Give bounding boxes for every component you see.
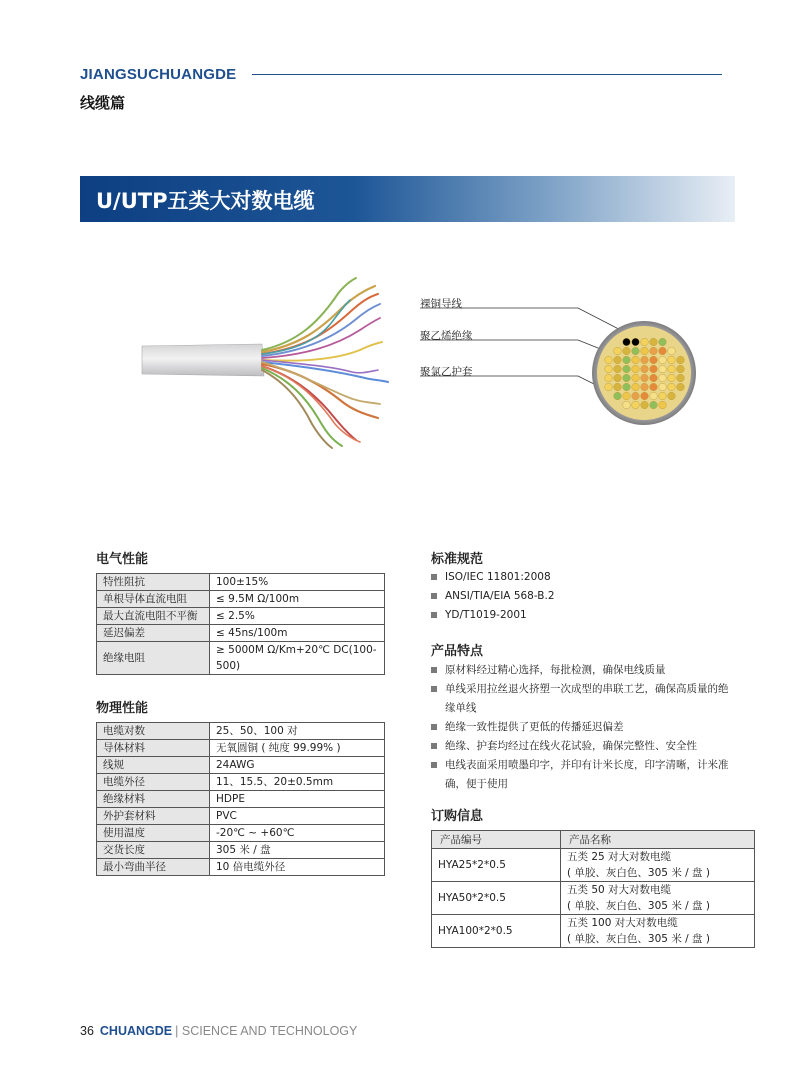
footer-company: CHUANGDE xyxy=(99,1024,173,1038)
order-table xyxy=(431,830,755,948)
product-code: HYA100*2*0.5 xyxy=(432,915,561,948)
conductor-dot xyxy=(677,365,685,373)
conductor-dot xyxy=(605,365,613,373)
product-name: 五类 100 对大对数电缆 ( 单胶、灰白色、305 米 / 盘 ) xyxy=(561,915,755,948)
conductor-dot xyxy=(650,401,658,409)
conductor-dot xyxy=(623,374,631,382)
conductor-dot xyxy=(650,392,658,400)
conductor-dot xyxy=(632,392,640,400)
conductor-dot xyxy=(641,392,649,400)
bullet-icon xyxy=(431,593,437,599)
bullet-icon xyxy=(431,667,437,673)
table-header-row xyxy=(432,831,755,849)
conductor-dot xyxy=(659,374,667,382)
section-title: 线缆篇 xyxy=(80,94,126,112)
conductor-dot xyxy=(659,392,667,400)
list-item: 电线表面采用喷墨印字，并印有计米长度，印字清晰，计米准确，便于使用 xyxy=(431,756,733,794)
product-code: HYA25*2*0.5 xyxy=(432,849,561,882)
cable-cross-section xyxy=(592,321,696,425)
conductor-dot xyxy=(659,338,667,346)
conductor-dot xyxy=(632,365,640,373)
electrical-table xyxy=(96,573,385,675)
product-name: 五类 25 对大对数电缆 ( 单胶、灰白色、305 米 / 盘 ) xyxy=(561,849,755,882)
conductor-dot xyxy=(605,356,613,364)
list-item: YD/T1019-2001 xyxy=(431,606,751,625)
list-item: 绝缘一致性提供了更低的传播延迟偏差 xyxy=(431,718,733,737)
conductor-dot xyxy=(677,383,685,391)
conductor-dot xyxy=(623,356,631,364)
conductor-dot xyxy=(632,401,640,409)
table-row: 单根导体直流电阻 ≤ 9.5M Ω/100m xyxy=(97,591,385,608)
bullet-icon xyxy=(431,574,437,580)
conductor-dot xyxy=(659,365,667,373)
conductor-dot xyxy=(641,383,649,391)
conductor-dot xyxy=(605,374,613,382)
table-row: 使用温度 -20℃ ~ +60℃ xyxy=(97,825,385,842)
conductor-dot xyxy=(614,365,622,373)
table-row: 外护套材料 PVC xyxy=(97,808,385,825)
wire-bundles xyxy=(262,278,388,448)
list-item: ANSI/TIA/EIA 568-B.2 xyxy=(431,587,751,606)
conductor-dot xyxy=(641,401,649,409)
page-footer xyxy=(80,1024,357,1038)
conductor-dot xyxy=(677,356,685,364)
table-row: 最大直流电阻不平衡 ≤ 2.5% xyxy=(97,608,385,625)
conductor-dot xyxy=(623,392,631,400)
conductor-dot xyxy=(650,338,658,346)
features-heading: 产品特点 xyxy=(431,644,484,659)
list-item: 单线采用拉丝退火挤塑一次成型的串联工艺，确保高质量的绝缘单线 xyxy=(431,680,733,718)
label-bare-copper: 裸铜导线 xyxy=(420,298,462,310)
page-title: U/UTP五类大对数电缆 xyxy=(96,189,315,213)
conductor-dot xyxy=(614,383,622,391)
table-row: 延迟偏差 ≤ 45ns/100m xyxy=(97,625,385,642)
table-row: 绝缘电阻 ≥ 5000M Ω/Km+20℃ DC(100-500) xyxy=(97,642,385,675)
conductor-dot xyxy=(632,383,640,391)
conductor-dot xyxy=(641,347,649,355)
conductor-dot xyxy=(632,338,640,346)
conductor-dot xyxy=(668,374,676,382)
conductor-dot xyxy=(668,356,676,364)
conductor-dot xyxy=(605,383,613,391)
table-row: 电缆对数 25、50、100 对 xyxy=(97,723,385,740)
product-code: HYA50*2*0.5 xyxy=(432,882,561,915)
list-item: 绝缘、护套均经过在线火花试验，确保完整性、安全性 xyxy=(431,737,733,756)
conductor-dot xyxy=(650,374,658,382)
product-name: 五类 50 对大对数电缆 ( 单胶、灰白色、305 米 / 盘 ) xyxy=(561,882,755,915)
conductor-dot xyxy=(641,338,649,346)
conductor-dot xyxy=(641,374,649,382)
conductor-dot xyxy=(650,383,658,391)
order-heading: 订购信息 xyxy=(431,809,484,824)
table-row: 特性阻抗 100±15% xyxy=(97,574,385,591)
page-number: 36 xyxy=(80,1024,94,1038)
standards-list xyxy=(431,568,751,625)
conductor-dot xyxy=(668,383,676,391)
standards-heading: 标准规范 xyxy=(431,552,484,567)
conductor-dot xyxy=(614,347,622,355)
bullet-icon xyxy=(431,762,437,768)
bullet-icon xyxy=(431,724,437,730)
footer-tagline: | SCIENCE AND TECHNOLOGY xyxy=(175,1024,358,1038)
conductor-dot xyxy=(677,374,685,382)
bullet-icon xyxy=(431,743,437,749)
conductor-dot xyxy=(623,401,631,409)
electrical-heading: 电气性能 xyxy=(96,552,149,567)
conductor-dot xyxy=(668,392,676,400)
conductor-dot xyxy=(650,356,658,364)
features-list xyxy=(431,661,733,794)
list-item: ISO/IEC 11801:2008 xyxy=(431,568,751,587)
table-row: 线规 24AWG xyxy=(97,757,385,774)
physical-heading: 物理性能 xyxy=(96,701,149,716)
conductor-dot xyxy=(668,347,676,355)
conductor-dot xyxy=(614,356,622,364)
conductor-dot xyxy=(641,356,649,364)
conductor-dot xyxy=(659,356,667,364)
conductor-dot xyxy=(623,338,631,346)
table-row: 电缆外径 11、15.5、20±0.5mm xyxy=(97,774,385,791)
bullet-icon xyxy=(431,612,437,618)
conductor-dot xyxy=(659,347,667,355)
conductor-dot xyxy=(650,347,658,355)
column-header-code: 产品编号 xyxy=(432,831,561,849)
table-row: 交货长度 305 米 / 盘 xyxy=(97,842,385,859)
conductor-dot xyxy=(632,356,640,364)
table-row: 最小弯曲半径 10 倍电缆外径 xyxy=(97,859,385,876)
column-header-name: 产品名称 xyxy=(561,831,755,849)
conductor-dot xyxy=(623,347,631,355)
conductor-dot xyxy=(641,365,649,373)
conductor-dot xyxy=(614,392,622,400)
conductor-dot xyxy=(659,383,667,391)
table-row xyxy=(432,882,755,915)
conductor-dot xyxy=(623,383,631,391)
conductor-dot xyxy=(632,374,640,382)
label-pvc-jacket: 聚氯乙护套 xyxy=(420,366,473,378)
conductor-dot xyxy=(668,365,676,373)
brand-name: JIANGSUCHUANGDE xyxy=(80,66,237,83)
table-row xyxy=(432,915,755,948)
conductor-dot xyxy=(614,374,622,382)
list-item: 原材料经过精心选择，每批检测，确保电线质量 xyxy=(431,661,733,680)
bullet-icon xyxy=(431,686,437,692)
label-pe-insulation: 聚乙烯绝缘 xyxy=(420,330,473,342)
conductor-dot xyxy=(659,401,667,409)
physical-table xyxy=(96,722,385,876)
table-row: 绝缘材料 HDPE xyxy=(97,791,385,808)
table-row: 导体材料 无氧圆铜 ( 纯度 99.99% ) xyxy=(97,740,385,757)
conductor-dot xyxy=(650,365,658,373)
table-row xyxy=(432,849,755,882)
conductor-dot xyxy=(632,347,640,355)
cable-jacket xyxy=(142,344,264,376)
conductor-dot xyxy=(623,365,631,373)
